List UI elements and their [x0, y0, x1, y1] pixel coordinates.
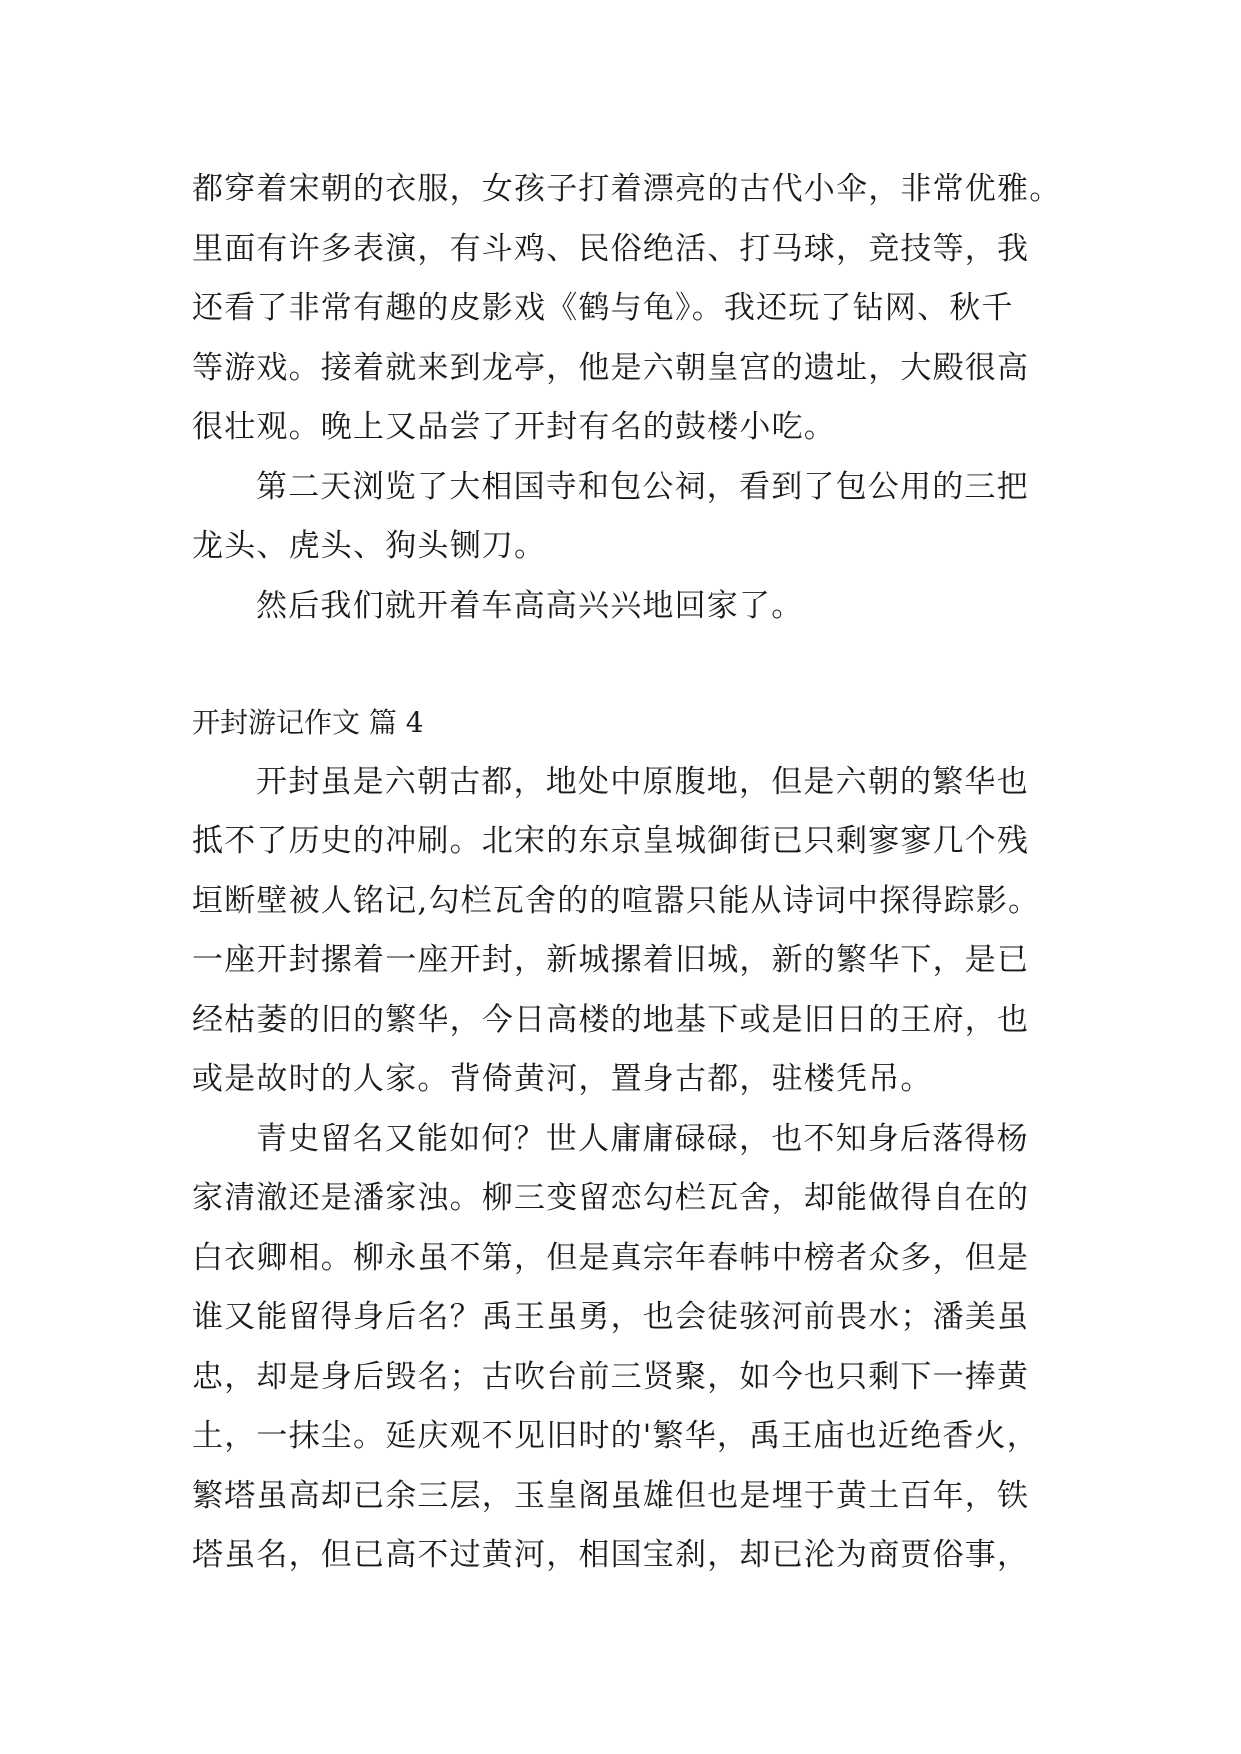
text-line: 很壮观。晚上又品尝了开封有名的鼓楼小吃。: [192, 409, 836, 445]
text-line: 等游戏。接着就来到龙亭，他是六朝皇宫的遗址，大殿很高: [192, 349, 1030, 386]
section-spacer: [192, 636, 1072, 693]
text-line: 还看了非常有趣的皮影戏《鹤与龟》。我还玩了钻网、秋千: [192, 290, 1014, 326]
text-line: 第二天浏览了大相国寺和包公祠，看到了包公用的三把: [256, 468, 1029, 505]
text-line: 谁又能留得身后名？禹王虽勇，也会徒骇河前畏水；潘美虽: [192, 1299, 1030, 1335]
text-line: 忠，却是身后毁名；古吹台前三贤聚，如今也只剩下一捧黄: [192, 1358, 1030, 1395]
text-line: 家清澈还是潘家浊。柳三变留恋勾栏瓦舍，却能做得自在的: [192, 1180, 1030, 1216]
text-line: 垣断壁被人铭记,勾栏瓦舍的的喧嚣只能从诗词中探得踪影。: [192, 882, 1041, 919]
text-line: 白衣卿相。柳永虽不第，但是真宗年春帏中榜者众多，但是: [192, 1239, 1030, 1276]
text-line: 塔虽名，但已高不过黄河，相国宝刹，却已沦为商贾俗事，: [192, 1537, 1030, 1573]
text-line: 繁塔虽高却已余三层，玉皇阁虽雄但也是埋于黄土百年，铁: [192, 1477, 1030, 1514]
section-heading: 开封游记作文 篇 4: [192, 706, 424, 739]
paragraph: [192, 753, 1072, 1110]
paragraph: [192, 1110, 1072, 1586]
text-line: 龙头、虎头、狗头铡刀。: [192, 528, 547, 564]
text-line: 然后我们就开着车高高兴兴地回家了。: [256, 587, 804, 624]
paragraph: [192, 160, 1072, 458]
text-line: 土，一抹尘。延庆观不见旧时的'繁华，禹王庙也近绝香火，: [192, 1418, 1039, 1454]
text-line: 里面有许多表演，有斗鸡、民俗绝活、打马球，竞技等，我: [192, 230, 1030, 267]
text-line: 青史留名又能如何？世人庸庸碌碌，也不知身后落得杨: [256, 1120, 1029, 1157]
text-line: 或是故时的人家。背倚黄河，置身古都，驻楼凭吊。: [192, 1061, 933, 1097]
paragraph: [192, 458, 1072, 577]
text-line: 经枯萎的旧的繁华，今日高楼的地基下或是旧日的王府，也: [192, 1001, 1030, 1038]
text-line: 抵不了历史的冲刷。北宋的东京皇城御街已只剩寥寥几个残: [192, 823, 1030, 859]
text-line: 一座开封摞着一座开封，新城摞着旧城，新的繁华下，是已: [192, 942, 1030, 978]
document-body: [192, 160, 1072, 1586]
text-line: 都穿着宋朝的衣服，女孩子打着漂亮的古代小伞，非常优雅。: [192, 171, 1062, 207]
paragraph: [192, 577, 1072, 637]
text-line: 开封虽是六朝古都，地处中原腹地，但是六朝的繁华也: [256, 763, 1029, 800]
